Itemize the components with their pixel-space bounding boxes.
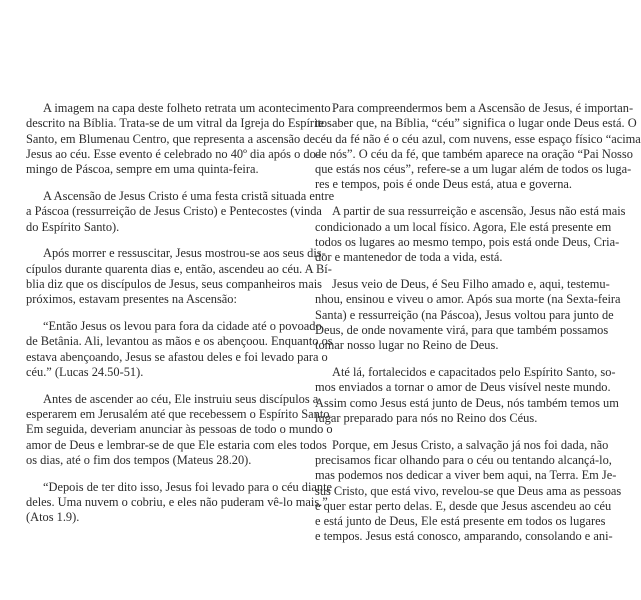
text-line: e está junto de Deus, Ele está presente em todos os lugares — [315, 514, 606, 529]
paragraph — [315, 276, 621, 353]
paragraph — [26, 101, 331, 177]
text-line: de nós”. O céu da fé, que também aparece na oração “Pai Nosso — [315, 146, 633, 161]
text-line: de Betânia. Ali, levantou as mãos e os abençoou. Enquanto os — [26, 334, 333, 349]
text-line: Em seguida, deveriam anunciar às pessoas de todo o mundo o — [26, 422, 333, 437]
text-line: cípulos durante quarenta dias e, então, ascendeu ao céu. A Bí- — [26, 261, 332, 276]
text-line: descrito na Bíblia. Trata-se de um vitral da Igreja do Espírito — [26, 116, 328, 131]
paragraph — [26, 319, 333, 380]
text-line: tomar nosso lugar no Reino de Deus. — [315, 338, 499, 353]
text-line: todos os lugares ao mesmo tempo, pois está onde Deus, Cria- — [315, 234, 620, 249]
paragraph — [315, 364, 619, 426]
text-line: amor de Deus e lembrar-se de que Ele estaria com eles todos — [26, 437, 327, 452]
text-line: (Atos 1.9). — [26, 510, 80, 525]
text-line: condicionado a um local físico. Agora, Ele está presente em — [315, 219, 612, 234]
text-line: Jesus ao céu. Esse evento é celebrado no 40º dia após o do- — [26, 146, 320, 161]
paragraph — [315, 101, 641, 193]
paragraph — [315, 204, 626, 265]
paragraph — [26, 246, 332, 307]
text-line: dor e mantenedor de toda a vida, está. — [315, 250, 503, 265]
text-line: res e tempos, pois é onde Deus está, atua e governa. — [315, 177, 573, 192]
text-line: e tempos. Jesus está conosco, amparando, consolando e ani- — [315, 529, 613, 544]
left-column — [26, 101, 335, 537]
text-line: os dias, até o fim dos tempos (Mateus 28.20). — [26, 452, 252, 467]
text-line: Assim como Jesus está junto de Deus, nós também temos um — [315, 395, 619, 410]
text-line: e quer estar perto delas. E, desde que Jesus ascendeu ao céu — [315, 498, 612, 513]
text-line: estava abençoando, Jesus se afastou deles e foi levado para o — [26, 349, 328, 364]
text-line: céu da fé não é o céu azul, com nuvens, esse espaço físico “acima — [315, 131, 641, 146]
text-line: precisamos ficar olhando para o céu ou tentando alcançá-lo, — [315, 452, 612, 467]
text-line: Jesus veio de Deus, é Seu Filho amado e, aqui, testemu- — [332, 276, 610, 291]
text-line: A imagem na capa deste folheto retrata um acontecimento — [43, 101, 331, 115]
text-line: próximos, estavam presentes na Ascensão: — [26, 292, 237, 307]
paragraph — [26, 188, 335, 235]
text-line: A Ascensão de Jesus Cristo é uma festa cristã situada entre — [43, 188, 335, 203]
text-line: Após morrer e ressuscitar, Jesus mostrou-se aos seus dis- — [43, 246, 326, 261]
text-line: blia diz que os discípulos de Jesus, seus companheiros mais — [26, 276, 322, 291]
text-line: a Páscoa (ressurreição de Jesus Cristo) e Pentecostes (vinda — [26, 204, 322, 219]
text-line: do Espírito Santo). — [26, 219, 120, 234]
text-line: “Então Jesus os levou para fora da cidade até o povoado — [43, 319, 322, 334]
text-line: Santa) e ressurreição (na Páscoa), Jesus voltou para junto de — [315, 307, 614, 322]
right-column — [315, 101, 641, 556]
text-line: te saber que, na Bíblia, “céu” significa o lugar onde Deus está. O — [315, 116, 637, 131]
text-line: Santo, em Blumenau Centro, que representa a ascensão de — [26, 131, 316, 146]
paragraph — [26, 391, 333, 468]
text-line: A partir de sua ressurreição e ascensão, Jesus não está mais — [332, 204, 626, 219]
text-line: sus Cristo, que está vivo, revelou-se que Deus ama as pessoas — [315, 483, 622, 498]
text-line: Antes de ascender ao céu, Ele instruiu seus discípulos a — [43, 391, 319, 406]
text-line: mas podemos nos dedicar a viver bem aqui, na Terra. Em Je- — [315, 468, 617, 483]
text-line: mos enviados a tornar o amor de Deus visível neste mundo. — [315, 380, 611, 395]
text-line: Até lá, fortalecidos e capacitados pelo Espírito Santo, so- — [332, 364, 616, 379]
text-line: que estás nos céus”, refere-se a um lugar além de todos os luga- — [315, 162, 632, 177]
text-line: lugar preparado para nós no Reino dos Céus. — [315, 410, 538, 425]
text-line: Para compreendermos bem a Ascensão de Jesus, é importan- — [332, 101, 634, 115]
text-line: mingo de Páscoa, sempre em uma quinta-feira. — [26, 162, 259, 177]
text-line: Porque, em Jesus Cristo, a salvação já nos foi dada, não — [332, 437, 609, 452]
text-line: céu.” (Lucas 24.50-51). — [26, 364, 144, 379]
text-line: esperarem em Jerusalém até que recebessem o Espírito Santo. — [26, 407, 333, 422]
text-line: “Depois de ter dito isso, Jesus foi levado para o céu diante — [43, 479, 333, 494]
text-line: deles. Uma nuvem o cobriu, e eles não puderam vê-lo mais.” — [26, 495, 328, 510]
text-line: nhou, ensinou e viveu o amor. Após sua morte (na Sexta-feira — [315, 292, 621, 307]
text-line: Deus, de onde novamente virá, para que também possamos — [315, 322, 609, 337]
paragraph — [315, 437, 622, 545]
paragraph — [26, 479, 333, 526]
